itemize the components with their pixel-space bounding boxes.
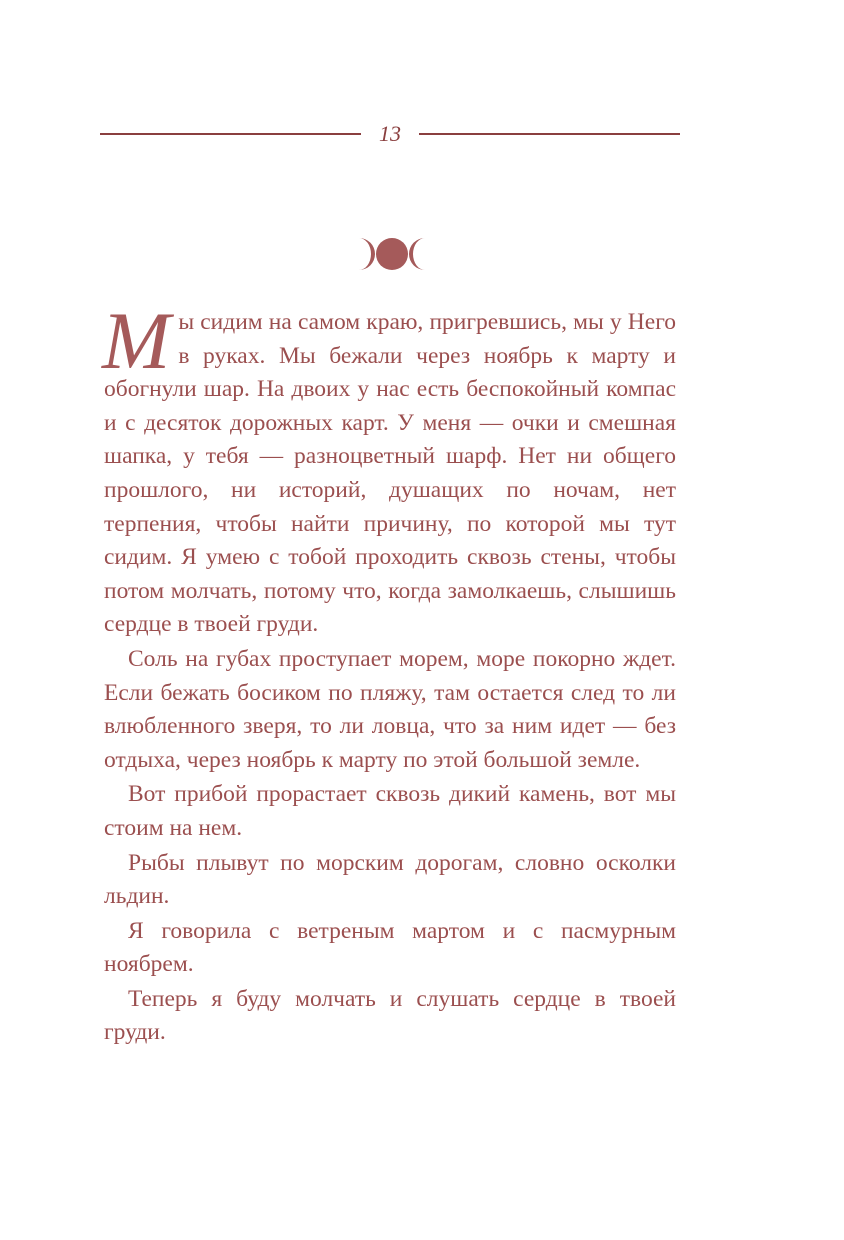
triple-moon-icon xyxy=(357,236,427,272)
page-header xyxy=(100,116,680,152)
page-number: 13 xyxy=(379,121,401,146)
paragraph-4: Рыбы плывут по морским дорогам, словно осколки льдин. xyxy=(104,849,676,910)
paragraph-6: Теперь я буду молчать и слушать сердце в твоей груди. xyxy=(104,985,676,1046)
paragraph-2: Соль на губах проступает морем, море покорно ждет. Если бежать босиком по пляжу, там остается след то ли влюбленного зверя, то ли ловца, что за ним идет — без отдыха, через ноябрь к марту по этой большой земле. xyxy=(104,645,676,773)
paragraph-1 xyxy=(102,295,676,642)
paragraph-1-text: ы сидим на самом краю, пригревшись, мы у Него в руках. Мы бежали через ноябрь к марту и обогнули шар. На двоих у нас есть беспокойный компас и с десяток дорожных карт. У меня — очки и смешная шапка, у тебя — разноцветный шарф. Нет ни общего прошлого, ни историй, душащих по ночам, нет терпения, чтобы найти причину, по которой мы тут сидим. Я умею с тобой проходить сквозь стены, чтобы потом молчать, потому что, когда замолкаешь, слышишь сердце в твоей груди. xyxy=(104,309,676,638)
paragraph-3: Вот прибой прорастает сквозь дикий камень, вот мы стоим на нем. xyxy=(104,781,676,841)
body-text xyxy=(102,295,676,1051)
header-rule-left xyxy=(100,133,361,135)
header-rule-right xyxy=(419,133,680,135)
dropcap: М xyxy=(102,295,171,386)
paragraph-5: Я говорила с ветреным мартом и с пасмурным ноябрем. xyxy=(104,917,676,978)
